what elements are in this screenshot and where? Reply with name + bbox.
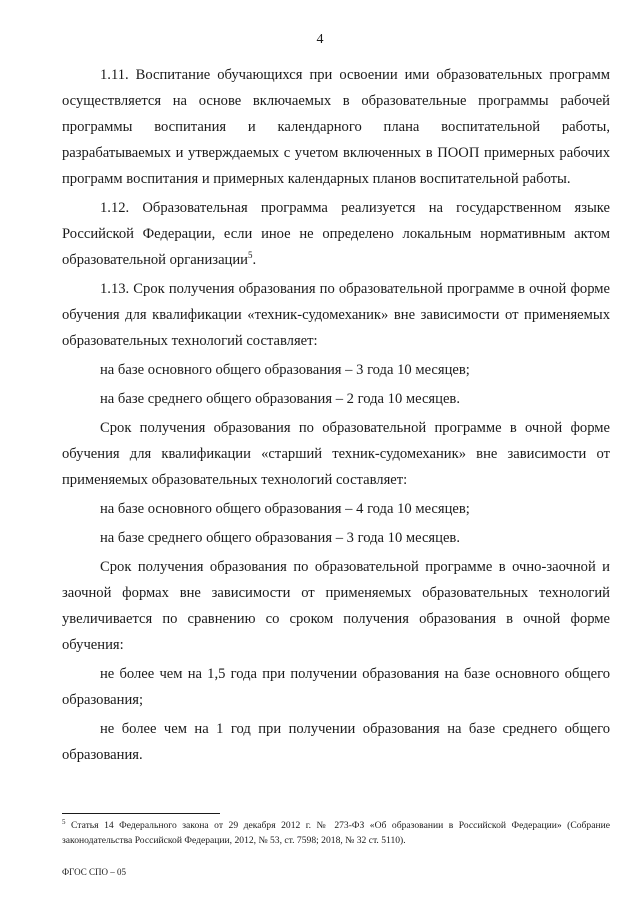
paragraph-term-3: на базе основного общего образования – 4 года 10 месяцев; bbox=[100, 501, 470, 517]
paragraph-term-4: на базе среднего общего образования – 3 года 10 месяцев. bbox=[100, 530, 460, 546]
document-code: ФГОС СПО – 05 bbox=[62, 867, 126, 877]
page-number: 4 bbox=[316, 32, 324, 47]
footnote-reference: 5 bbox=[247, 250, 253, 261]
footnote-text: Статья 14 Федерального закона от 29 декабря 2012 г. № 273-ФЗ «Об образовании в Российской Федерации» (Собрание законодательства Российской Федерации, 2012, № 53, ст. 7598; 2018, № 32 ст. 5110). bbox=[62, 820, 610, 846]
paragraph-1-12-end: . bbox=[252, 252, 257, 268]
paragraph-1-12 bbox=[62, 195, 610, 273]
paragraph-term-2: на базе среднего общего образования – 2 года 10 месяцев. bbox=[100, 391, 460, 407]
footnote bbox=[62, 818, 610, 848]
paragraph-1-11: 1.11. Воспитание обучающихся при освоении ими образовательных программ осуществляется на основе включаемых в образовательные программы рабочей программы воспитания и календарного плана воспитательной работы, разрабатываемых и утверждаемых с учетом включенных в ПООП примерных рабочих программ воспитания и примерных календарных планов воспитательной работы. bbox=[62, 67, 610, 187]
paragraph-1-13: 1.13. Срок получения образования по образовательной программе в очной форме обучения для квалификации «техник-судомеханик» вне зависимости от применяемых образовательных технологий составляет: bbox=[62, 281, 610, 349]
footnote-separator bbox=[62, 813, 220, 814]
paragraph-part-time: Срок получения образования по образовательной программе в очно-заочной и заочной формах вне зависимости от применяемых образовательных технологий увеличивается по сравнению со сроком получения образования в очной форме обучения: bbox=[62, 559, 610, 653]
paragraph-term-1: на базе основного общего образования – 3 года 10 месяцев; bbox=[100, 362, 470, 378]
paragraph-increase-2: не более чем на 1 год при получении образования на базе среднего общего образования. bbox=[62, 721, 610, 763]
footnote-mark: 5 bbox=[62, 817, 66, 826]
document-body bbox=[62, 62, 610, 768]
paragraph-increase-1: не более чем на 1,5 года при получении образования на базе основного общего образования; bbox=[62, 666, 610, 708]
paragraph-senior-intro: Срок получения образования по образовательной программе в очной форме обучения для квалификации «старший техник-судомеханик» вне зависимости от применяемых образовательных технологий составляет: bbox=[62, 420, 610, 488]
paragraph-1-12-text: 1.12. Образовательная программа реализуется на государственном языке Российской Федерации, если иное не определено локальным нормативным актом образовательной организации bbox=[62, 200, 610, 268]
